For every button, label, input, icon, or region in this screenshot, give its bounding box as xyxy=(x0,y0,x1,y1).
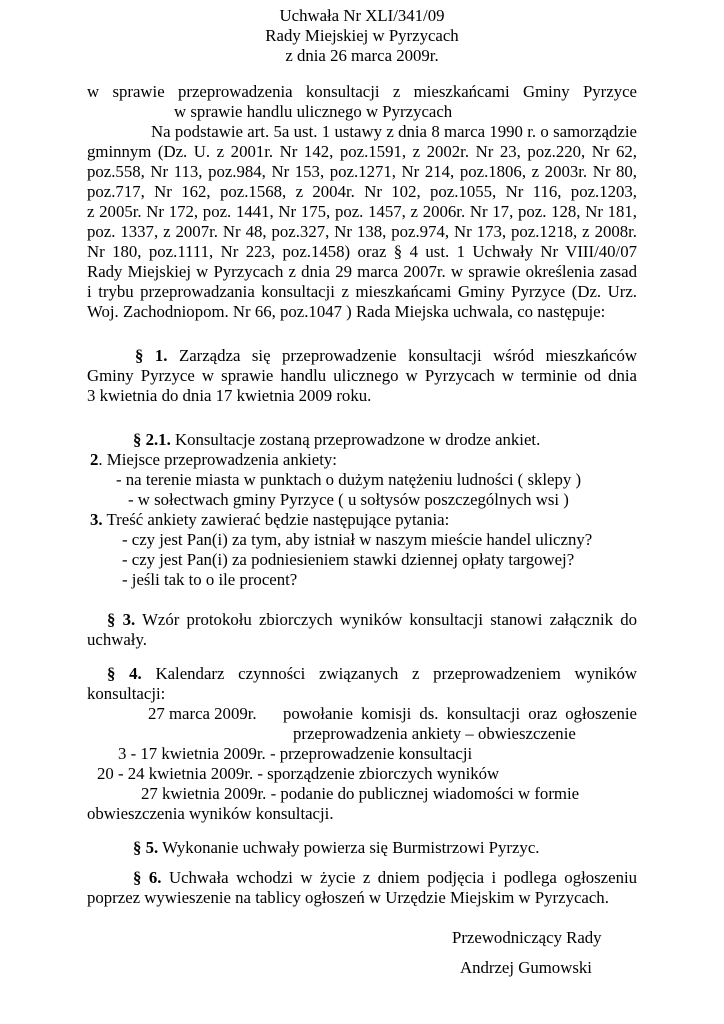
calendar-row-3: 20 - 24 kwietnia 2009r. - sporządzenie zbiorczych wyników xyxy=(97,764,500,783)
calendar-text-1-cont: przeprowadzenia ankiety – obwieszczenie xyxy=(293,724,576,743)
paragraph-2-mark: § 2.1. xyxy=(133,430,171,449)
paragraph-5-mark: § 5. xyxy=(133,838,159,857)
resolution-council: Rady Miejskiej w Pyrzycach xyxy=(265,26,459,45)
calendar-row-4-cont: obwieszczenia wyników konsultacji. xyxy=(87,804,334,823)
preamble-line: poz. 1337, z 2007r. Nr 48, poz.327, Nr 138, poz.974, Nr 173, poz.1218, z 2008r. xyxy=(87,222,637,241)
paragraph-4-line-1: § 4. Kalendarz czynności związanych z przeprowadzeniem wyników xyxy=(107,664,638,683)
preamble-line: poz.558, Nr 113, poz.984, Nr 153, poz.1271, Nr 214, poz.1806, z 2003r. Nr 80, xyxy=(87,162,637,181)
preamble-line: gminnym (Dz. U. z 2001r. Nr 142, poz.1591, z 2002r. Nr 23, poz.220, Nr 62, xyxy=(87,142,637,161)
paragraph-1-line-2: Gminy Pyrzyce w sprawie handlu ulicznego w Pyrzycach w terminie od dnia xyxy=(87,366,637,385)
place-item: - w sołectwach gminy Pyrzyce ( u sołtysów poszczególnych wsi ) xyxy=(128,490,569,509)
signature-title: Przewodniczący Rady xyxy=(452,928,602,947)
preamble-line: i trybu przeprowadzania konsultacji z mieszkańcami Gminy Pyrzyce (Dz. Urz. xyxy=(87,282,637,301)
place-item: - na terenie miasta w punktach o dużym natężeniu ludności ( sklepy ) xyxy=(116,470,582,489)
preamble-line: poz.717, Nr 162, poz.1568, z 2004r. Nr 102, poz.1055, Nr 116, poz.1203, xyxy=(87,182,637,201)
paragraph-2-item-3: 3. Treść ankiety zawierać będzie następujące pytania: xyxy=(90,510,450,529)
calendar-date-1: 27 marca 2009r. xyxy=(148,704,257,723)
resolution-number: Uchwała Nr XLI/341/09 xyxy=(279,6,445,25)
paragraph-1-line-1: § 1. Zarządza się przeprowadzenie konsultacji wśród mieszkańców xyxy=(135,346,637,365)
paragraph-1-mark: § 1. xyxy=(135,346,168,365)
paragraph-4-line-2: konsultacji: xyxy=(87,684,166,703)
paragraph-6-line-2: poprzez wywieszenie na tablicy ogłoszeń w Urzędzie Miejskim w Pyrzycach. xyxy=(87,888,609,907)
question-item: - czy jest Pan(i) za tym, aby istniał w naszym mieście handel uliczny? xyxy=(122,530,593,549)
signature-name: Andrzej Gumowski xyxy=(460,958,592,977)
subject-line-2: w sprawie handlu ulicznego w Pyrzycach xyxy=(174,102,453,121)
calendar-text-1: powołanie komisji ds. konsultacji oraz ogłoszenie xyxy=(283,704,637,723)
question-item: - jeśli tak to o ile procent? xyxy=(122,570,298,589)
paragraph-1-line-3: 3 kwietnia do dnia 17 kwietnia 2009 roku. xyxy=(87,386,372,405)
paragraph-2-item-2: 2. Miejsce przeprowadzenia ankiety: xyxy=(90,450,337,469)
resolution-date: z dnia 26 marca 2009r. xyxy=(285,46,439,65)
paragraph-3-mark: § 3. xyxy=(107,610,136,629)
preamble-line: z 2005r. Nr 172, poz. 1441, Nr 175, poz. 1457, z 2006r. Nr 17, poz. 128, Nr 181, xyxy=(87,202,637,221)
preamble-line: Rady Miejskiej w Pyrzycach z dnia 29 marca 2007r. w sprawie określenia zasad xyxy=(87,262,637,281)
subject-line-1: w sprawie przeprowadzenia konsultacji z mieszkańcami Gminy Pyrzyce xyxy=(87,82,637,101)
question-item: - czy jest Pan(i) za podniesieniem stawki dziennej opłaty targowej? xyxy=(122,550,575,569)
preamble-line: Woj. Zachodniopom. Nr 66, poz.1047 ) Rada Miejska uchwala, co następuje: xyxy=(87,302,606,321)
preamble-line: Nr 180, poz.1111, Nr 223, poz.1458) oraz § 4 ust. 1 Uchwały Nr VIII/40/07 xyxy=(87,242,637,261)
paragraph-6-mark: § 6. xyxy=(133,868,162,887)
paragraph-2-intro: § 2.1. Konsultacje zostaną przeprowadzone w drodze ankiet. xyxy=(133,430,541,449)
paragraph-6-line-1: § 6. Uchwała wchodzi w życie z dniem podjęcia i podlega ogłoszeniu xyxy=(133,868,638,887)
calendar-row-4: 27 kwietnia 2009r. - podanie do publicznej wiadomości w formie xyxy=(141,784,580,803)
calendar-row-2: 3 - 17 kwietnia 2009r. - przeprowadzenie konsultacji xyxy=(118,744,473,763)
paragraph-4-mark: § 4. xyxy=(107,664,142,683)
paragraph-3-line-1: § 3. Wzór protokołu zbiorczych wyników konsultacji stanowi załącznik do xyxy=(107,610,637,629)
preamble-line: Na podstawie art. 5a ust. 1 ustawy z dnia 8 marca 1990 r. o samorządzie xyxy=(151,122,637,141)
paragraph-3-line-2: uchwały. xyxy=(87,630,147,649)
paragraph-5: § 5. Wykonanie uchwały powierza się Burmistrzowi Pyrzyc. xyxy=(133,838,540,857)
